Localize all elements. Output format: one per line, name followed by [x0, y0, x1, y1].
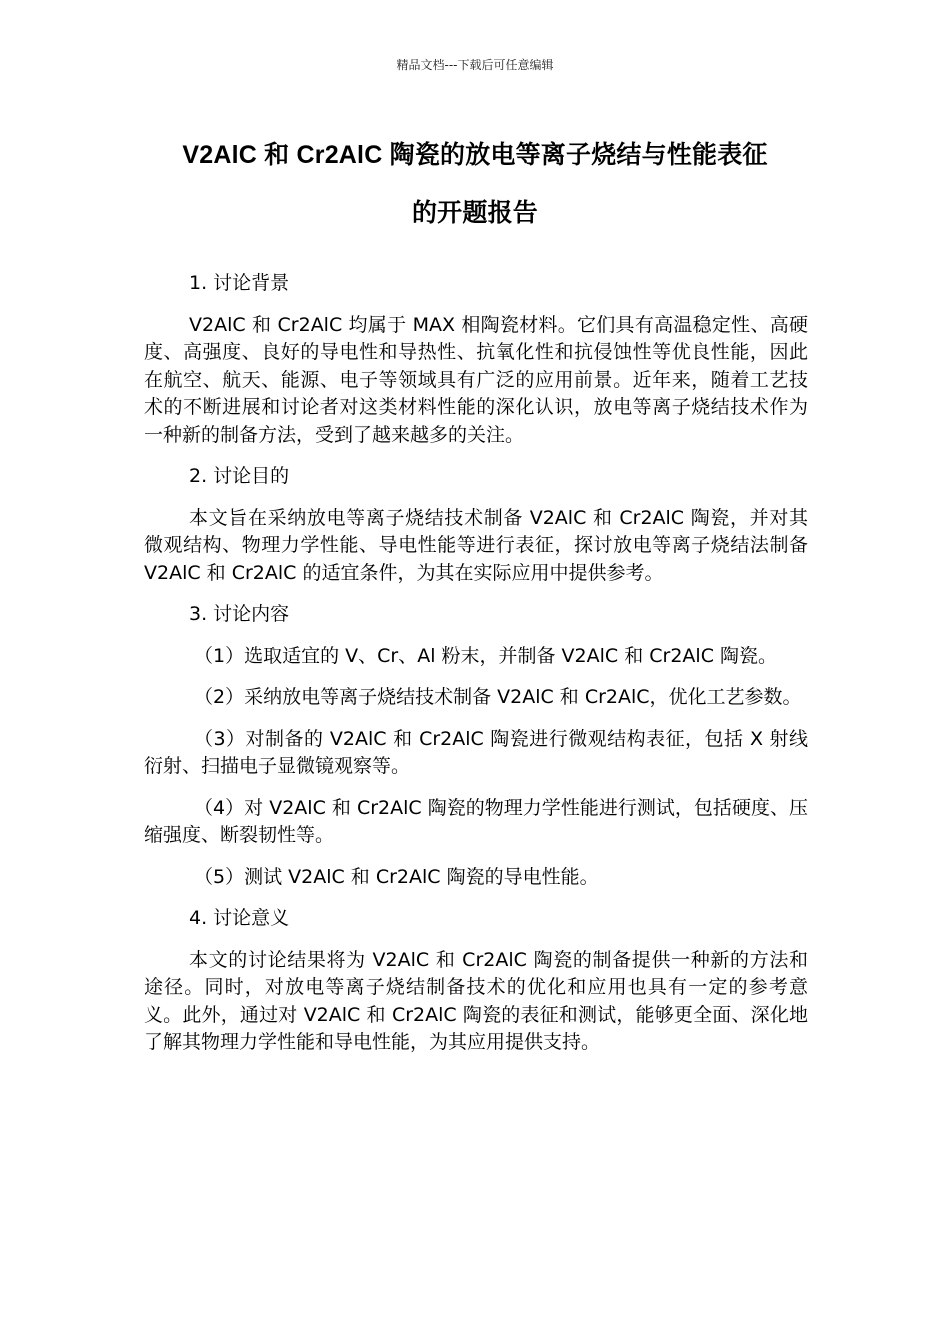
section-heading-purpose: 2. 讨论目的	[189, 465, 290, 487]
content-item-4: （4）对 V2AlC 和 Cr2AlC 陶瓷的物理力学性能进行测试，包括硬度、压缩强度、断裂韧性等。	[144, 796, 808, 846]
document-body	[144, 270, 808, 1071]
content-item-1: （1）选取适宜的 V、Cr、Al 粉末，并制备 V2AlC 和 Cr2AlC 陶瓷。	[194, 644, 778, 667]
content-item-3: （3）对制备的 V2AlC 和 Cr2AlC 陶瓷进行微观结构表征，包括 X 射线衍射、扫描电子显微镜观察等。	[144, 727, 808, 777]
section-paragraph-background: V2AlC 和 Cr2AlC 均属于 MAX 相陶瓷材料。它们具有高温稳定性、高硬度、高强度、良好的导电性和导热性、抗氧化性和抗侵蚀性等优良性能，因此在航空、航天、能源、电子等领域具有广泛的应用前景。近年来，随着工艺技术的不断进展和讨论者对这类材料性能的深化认识，放电等离子烧结技术作为一种新的制备方法，受到了越来越多的关注。	[144, 313, 808, 446]
title-line-2: 的开题报告	[411, 199, 538, 227]
content-item-5: （5）测试 V2AlC 和 Cr2AlC 陶瓷的导电性能。	[194, 865, 599, 888]
section-heading-significance: 4. 讨论意义	[189, 907, 290, 929]
section-paragraph-purpose: 本文旨在采纳放电等离子烧结技术制备 V2AlC 和 Cr2AlC 陶瓷，并对其微观结构、物理力学性能、导电性能等进行表征，探讨放电等离子烧结法制备 V2AlC 和 Cr2AlC 的适宜条件，为其在实际应用中提供参考。	[144, 506, 808, 584]
document-title	[120, 126, 830, 242]
section-heading-content: 3. 讨论内容	[189, 603, 290, 625]
section-heading-background: 1. 讨论背景	[189, 272, 290, 294]
title-line-1: V2AlC 和 Cr2AlC 陶瓷的放电等离子烧结与性能表征	[182, 141, 768, 169]
header-note: 精品文档---下载后可任意编辑	[396, 58, 554, 72]
content-item-2: （2）采纳放电等离子烧结技术制备 V2AlC 和 Cr2AlC，优化工艺参数。	[194, 686, 802, 708]
section-paragraph-significance: 本文的讨论结果将为 V2AlC 和 Cr2AlC 陶瓷的制备提供一种新的方法和途径。同时，对放电等离子烧结制备技术的优化和应用也具有一定的参考意义。此外，通过对 V2AlC 和 Cr2AlC 陶瓷的表征和测试，能够更全面、深化地了解其物理力学性能和导电性能，为其应用提供支持。	[144, 948, 808, 1053]
